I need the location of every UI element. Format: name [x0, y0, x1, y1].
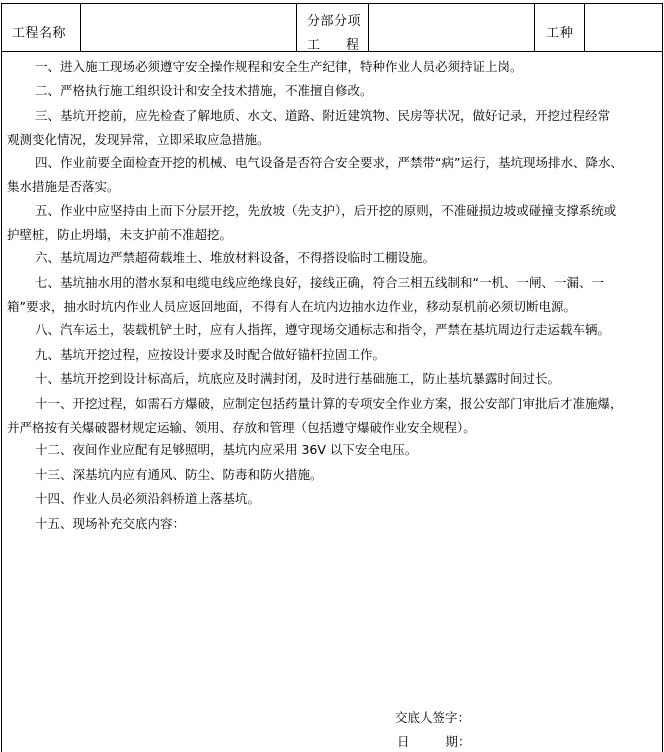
signer-label: 交底人签字： — [395, 710, 471, 725]
list-item: 十、基坑开挖到设计标高后，坑底应及时满封闭，及时进行基础施工，防止基坑暴露时间过长。 — [35, 371, 561, 386]
list-item: 八、汽车运土，装载机铲土时，应有人指挥，遵守现场交通标志和指令，严禁在基坑周边行走运载车辆。 — [35, 322, 611, 337]
project-name-label: 工程名称 — [12, 26, 67, 41]
list-item: 六、基坑周边严禁超荷载堆土、堆放材料设备，不得搭设临时工棚设施。 — [35, 250, 436, 265]
sub-project-label-cell — [297, 4, 369, 51]
list-item: 二、严格执行施工组织设计和安全技术措施，不准擅自修改。 — [35, 83, 373, 98]
list-item: 十三、深基坑内应有通风、防尘、防毒和防火措施。 — [35, 467, 323, 482]
sub-project-label-line2: 工 程 — [307, 38, 359, 53]
header-table — [1, 3, 663, 52]
list-item: 十五、现场补充交底内容： — [35, 516, 186, 531]
project-name-label-cell — [2, 4, 81, 51]
list-item: 五、作业中应坚持由上而下分层开挖，先放坡（先支护），后开挖的原则，不准碰损边坡或碰撞支撑系统或 护壁桩，防止坍塌，未支护前不准超挖。 — [7, 203, 617, 242]
project-name-value-cell[interactable] — [81, 4, 297, 51]
trade-value-cell[interactable] — [585, 4, 662, 51]
list-item: 七、基坑抽水用的潜水泵和电缆电线应绝缘良好，接线正确，符合三相五线制和“一机、一闸、一漏、一 箱”要求，抽水时坑内作业人员应返回地面，不得有人在坑内边抽水边作业，移动泵机前必须切断电源。 — [7, 275, 604, 314]
list-item: 九、基坑开挖过程，应按设计要求及时配合做好锚杆拉固工作。 — [35, 347, 386, 362]
list-item: 四、作业前要全面检查开挖的机械、电气设备是否符合安全要求，严禁带“病”运行，基坑现场排水、降水、 集水措施是否落实。 — [7, 155, 623, 194]
list-item: 一、进入施工现场必须遵守安全操作规程和安全生产纪律，特种作业人员必须持证上岗。 — [35, 59, 523, 74]
briefing-content — [1, 51, 663, 752]
trade-label-cell — [535, 4, 585, 51]
list-item: 三、基坑开挖前，应先检查了解地质、水文、道路、附近建筑物、民房等状况，做好记录，开挖过程经常 观测变化情况，发现异常，立即采取应急措施。 — [7, 108, 611, 147]
sub-project-value-cell[interactable] — [369, 4, 535, 51]
list-item: 十二、夜间作业应配有足够照明，基坑内应采用 36V 以下安全电压。 — [35, 442, 418, 457]
sub-project-label-line1: 分部分项 — [307, 14, 362, 29]
list-item: 十一、开挖过程，如需石方爆破，应制定包括药量计算的专项安全作业方案，报公安部门审批后才准施爆， 并严格按有关爆破器材规定运输、领用、存放和管理（包括遵守爆破作业安全规程）。 — [7, 396, 623, 435]
trade-label: 工种 — [546, 26, 575, 41]
list-item: 十四、作业人员必须沿斜桥道上落基坑。 — [35, 491, 261, 506]
date-label: 日 期： — [397, 734, 471, 749]
